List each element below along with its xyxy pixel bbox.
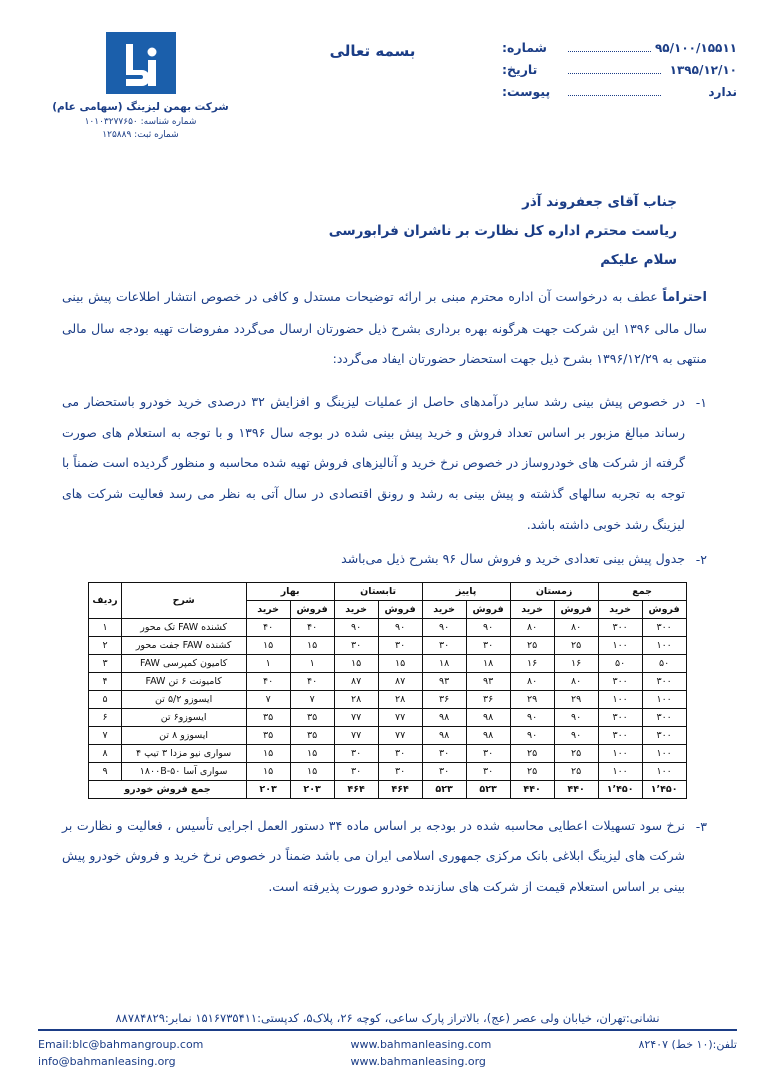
dotted-leader <box>568 86 661 96</box>
cell-value: ۹۳ <box>422 672 466 690</box>
company-name: شرکت بهمن لیزینگ (سهامی عام) <box>52 101 229 113</box>
row-index: ۴ <box>89 672 121 690</box>
cell-value: ۸۰ <box>510 672 554 690</box>
cell-value: ۱۵ <box>334 654 378 672</box>
column-header-description: شرح <box>121 582 246 618</box>
cell-value: ۲۹ <box>554 690 598 708</box>
table-row <box>89 762 686 780</box>
forecast-table <box>88 582 686 799</box>
cell-value: ۴۰ <box>246 618 290 636</box>
cell-value: ۳۰ <box>334 636 378 654</box>
cell-value: ۲۵ <box>554 744 598 762</box>
total-value: ۴۶۴ <box>378 780 422 798</box>
cell-value: ۸۰ <box>554 672 598 690</box>
numbered-items <box>38 387 737 576</box>
addressee-name: جناب آقای جعفروند آذر <box>522 194 677 210</box>
cell-value: ۳۰ <box>422 636 466 654</box>
footer-web-col <box>350 1036 491 1071</box>
cell-value: ۲۵ <box>510 744 554 762</box>
salutation: سلام علیکم <box>600 252 677 268</box>
reference-attachment-value: ندارد <box>708 85 737 99</box>
cell-value: ۹۰ <box>510 726 554 744</box>
subheader-purchase: خرید <box>510 600 554 618</box>
cell-value: ۱۵ <box>246 762 290 780</box>
cell-value: ۱۵ <box>290 744 334 762</box>
intro-paragraph-text: عطف به درخواست آن اداره محترم مبنی بر ارائه توضیحات مستدل و کافی در خصوص انتشار اطلاعات پیش بینی سال مالی ۱۳۹۶ این شرکت جهت هرگونه بهره برداری بشرح ذیل حضورتان ارسال می‌گردد مفروضات تهیه بودجه سال مالی منتهی به ۱۳۹۶/۱۲/۲۹ بشرح ذیل جهت استحضار حضورتان ایفاد می‌گردد: <box>62 289 707 367</box>
dotted-leader <box>568 64 661 74</box>
cell-value: ۱۰۰ <box>598 636 642 654</box>
total-value: ۴۴۰ <box>554 780 598 798</box>
cell-value: ۳۰ <box>334 762 378 780</box>
cell-value: ۳۵ <box>246 708 290 726</box>
cell-value: ۱۰۰ <box>642 744 686 762</box>
total-value: ۵۲۳ <box>422 780 466 798</box>
column-header-radif: ردیف <box>89 582 121 618</box>
footer-website-org[interactable]: www.bahmanleasing.org <box>350 1055 486 1069</box>
cell-value: ۱۰۰ <box>642 636 686 654</box>
cell-value: ۱۵ <box>290 762 334 780</box>
row-label: سواری آسا ۱۸۰۰B-۵۰ <box>121 762 246 780</box>
table-row <box>89 744 686 762</box>
besmeh-block <box>243 28 502 60</box>
subheader-sales: فروش <box>554 600 598 618</box>
cell-value: ۳۰ <box>334 744 378 762</box>
row-index: ۸ <box>89 744 121 762</box>
list-item <box>62 544 707 576</box>
table-header-groups <box>89 582 686 600</box>
total-value: ۱٬۴۵۰ <box>598 780 642 798</box>
footer-email-secondary[interactable]: info@bahmanleasing.org <box>38 1055 176 1069</box>
reference-row-number <box>502 40 737 55</box>
row-label: کامیونت ۶ تن FAW <box>121 672 246 690</box>
cell-value: ۹۰ <box>554 726 598 744</box>
row-label: کشنده FAW تک محور <box>121 618 246 636</box>
cell-value: ۳۰ <box>378 762 422 780</box>
cell-value: ۴۰ <box>290 672 334 690</box>
cell-value: ۲۵ <box>554 636 598 654</box>
cell-value: ۳۰ <box>378 636 422 654</box>
cell-value: ۹۰ <box>466 618 510 636</box>
cell-value: ۷۷ <box>378 726 422 744</box>
subheader-sales: فروش <box>642 600 686 618</box>
reference-date-label: تاریخ: <box>502 62 538 77</box>
lead-word: احتراماً <box>662 290 707 305</box>
cell-value: ۱۰۰ <box>598 690 642 708</box>
reference-attachment-label: پیوست: <box>502 84 551 99</box>
row-label: ایسوزو۶ تن <box>121 708 246 726</box>
cell-value: ۷ <box>246 690 290 708</box>
reference-number-label: شماره: <box>502 40 547 55</box>
row-index: ۹ <box>89 762 121 780</box>
list-item <box>62 811 707 903</box>
cell-value: ۴۰ <box>290 618 334 636</box>
cell-value: ۲۸ <box>378 690 422 708</box>
subheader-purchase: خرید <box>334 600 378 618</box>
total-value: ۵۲۳ <box>466 780 510 798</box>
cell-value: ۹۸ <box>466 708 510 726</box>
cell-value: ۲۸ <box>334 690 378 708</box>
cell-value: ۸۰ <box>510 618 554 636</box>
cell-value: ۱۰۰ <box>642 690 686 708</box>
row-index: ۱ <box>89 618 121 636</box>
company-identity-block <box>38 28 243 143</box>
reference-date-value: ۱۳۹۵/۱۲/۱۰ <box>669 63 737 77</box>
cell-value: ۴۰ <box>246 672 290 690</box>
cell-value: ۹۰ <box>334 618 378 636</box>
total-value: ۴۴۰ <box>510 780 554 798</box>
item-number: ۲- <box>695 552 707 568</box>
item-number: ۳- <box>695 818 707 834</box>
table-total-row <box>89 780 686 798</box>
row-index: ۷ <box>89 726 121 744</box>
footer-address: نشانی:تهران، خیابان ولی عصر (عج)، بالاتراز پارک ساعی، کوچه ۲۶، پلاک۵، کدپستی:۱۵۱۶۷۳۵۴۱۱ نمابر:۸۸۷۸۴۸۲۹ <box>38 1011 737 1031</box>
group-header-total: جمع <box>598 582 686 600</box>
subheader-sales: فروش <box>378 600 422 618</box>
footer-phone: تلفن:(۱۰ خط) ۸۲۴۰۷ <box>638 1037 737 1051</box>
cell-value: ۳۰۰ <box>598 708 642 726</box>
cell-value: ۳۰۰ <box>642 618 686 636</box>
dotted-leader <box>568 42 651 52</box>
cell-value: ۳۶ <box>466 690 510 708</box>
item-text: جدول پیش بینی تعدادی خرید و فروش سال ۹۶ بشرح ذیل می‌باشد <box>341 551 685 567</box>
footer-website-com[interactable]: www.bahmanleasing.com <box>350 1037 492 1051</box>
cell-value: ۱۸ <box>466 654 510 672</box>
cell-value: ۹۰ <box>422 618 466 636</box>
forecast-table-wrapper <box>38 582 737 799</box>
subheader-purchase: خرید <box>246 600 290 618</box>
cell-value: ۹۸ <box>422 708 466 726</box>
total-value: ۴۶۴ <box>334 780 378 798</box>
cell-value: ۳۵ <box>246 726 290 744</box>
cell-value: ۳۰۰ <box>642 726 686 744</box>
cell-value: ۲۵ <box>554 762 598 780</box>
subheader-purchase: خرید <box>422 600 466 618</box>
cell-value: ۳۰۰ <box>598 726 642 744</box>
footer-phone-col <box>638 1036 737 1054</box>
row-index: ۵ <box>89 690 121 708</box>
cell-value: ۹۳ <box>466 672 510 690</box>
cell-value: ۵۰ <box>642 654 686 672</box>
reference-number-value: ۹۵/۱۰۰/۱۵۵۱۱ <box>654 41 737 55</box>
cell-value: ۹۰ <box>510 708 554 726</box>
cell-value: ۱۵ <box>246 636 290 654</box>
table-row <box>89 672 686 690</box>
cell-value: ۳۰۰ <box>598 672 642 690</box>
reference-row-attachment <box>502 84 737 99</box>
cell-value: ۱۵ <box>290 636 334 654</box>
total-value: ۲۰۳ <box>290 780 334 798</box>
document-footer <box>0 1011 775 1071</box>
total-label: جمع فروش خودرو <box>89 780 246 798</box>
cell-value: ۱۰۰ <box>598 744 642 762</box>
total-value: ۲۰۳ <box>246 780 290 798</box>
cell-value: ۳۰ <box>466 762 510 780</box>
cell-value: ۱۵ <box>378 654 422 672</box>
cell-value: ۵۰ <box>598 654 642 672</box>
cell-value: ۹۸ <box>422 726 466 744</box>
cell-value: ۱۰۰ <box>598 762 642 780</box>
subheader-sales: فروش <box>290 600 334 618</box>
cell-value: ۳۰۰ <box>642 672 686 690</box>
cell-value: ۳۰۰ <box>598 618 642 636</box>
cell-value: ۳۰ <box>466 744 510 762</box>
subheader-purchase: خرید <box>598 600 642 618</box>
cell-value: ۳۰ <box>422 744 466 762</box>
subheader-sales: فروش <box>466 600 510 618</box>
item-text: نرخ سود تسهیلات اعطایی محاسبه شده در بودجه بر اساس ماده ۳۴ دستور العمل اجرایی تأسیس ، فعالیت و نظارت بر شرکت های لیزینگ ابلاغی بانک مرکزی جمهوری اسلامی ایران می باشد ضمناً در خصوص نرخ خرید و فروش خودرو پیش بینی بر اساس استعلام قیمت از شرکت های سازنده خودرو صورت پذیرفته است. <box>62 817 685 895</box>
cell-value: ۳۰ <box>466 636 510 654</box>
intro-paragraph <box>38 282 737 375</box>
cell-value: ۳۰۰ <box>642 708 686 726</box>
row-index: ۲ <box>89 636 121 654</box>
cell-value: ۱ <box>290 654 334 672</box>
group-header-summer: تابستان <box>334 582 422 600</box>
total-value: ۱٬۴۵۰ <box>642 780 686 798</box>
table-row <box>89 618 686 636</box>
cell-value: ۷۷ <box>334 708 378 726</box>
table-row <box>89 690 686 708</box>
row-label: ایسوزو ۵/۲ تن <box>121 690 246 708</box>
cell-value: ۹۰ <box>378 618 422 636</box>
footer-email-primary[interactable]: Email:blc@bahmangroup.com <box>38 1037 204 1051</box>
cell-value: ۹۰ <box>554 708 598 726</box>
reference-row-date <box>502 62 737 77</box>
company-register-number: شماره ثبت: ۱۲۵۸۸۹ <box>102 130 179 141</box>
bahman-logo-icon <box>106 32 176 94</box>
addressee-block <box>38 194 677 268</box>
cell-value: ۱۰۰ <box>642 762 686 780</box>
cell-value: ۳۰ <box>378 744 422 762</box>
cell-value: ۷۷ <box>378 708 422 726</box>
cell-value: ۳۵ <box>290 708 334 726</box>
table-row <box>89 726 686 744</box>
cell-value: ۹۸ <box>466 726 510 744</box>
cell-value: ۳۵ <box>290 726 334 744</box>
cell-value: ۱۶ <box>510 654 554 672</box>
cell-value: ۷۷ <box>334 726 378 744</box>
cell-value: ۳۶ <box>422 690 466 708</box>
cell-value: ۳۰ <box>422 762 466 780</box>
list-item <box>62 387 707 540</box>
footer-email-col <box>38 1036 203 1071</box>
row-label: سواری نیو مزدا ۳ تیپ ۴ <box>121 744 246 762</box>
cell-value: ۱۸ <box>422 654 466 672</box>
item-text: در خصوص پیش بینی رشد سایر درآمدهای حاصل از عملیات لیزینگ و افزایش ۳۲ درصدی خرید خودرو باستحضار می رساند مبالغ مزبور بر اساس تعداد فروش و خرید پیش بینی شده در بوجه سال ۱۳۹۶ و با توجه به استعلام های صورت گرفته از شرکت های خودروساز در خصوص نرخ خرید و آنالیزهای فروش تهیه شده محاسبه و منظور گردیده است ضمناً با توجه به تجربه سالهای گذشته و پیش بینی به رشد و رونق اقتصادی در سال آتی به نظر می رسد فعالیت شرکت های لیزینگ رشد خوبی داشته باشد. <box>62 394 685 532</box>
cell-value: ۸۷ <box>334 672 378 690</box>
cell-value: ۲۵ <box>510 762 554 780</box>
cell-value: ۷ <box>290 690 334 708</box>
table-row <box>89 654 686 672</box>
group-header-spring: بهار <box>246 582 334 600</box>
group-header-autumn: پاییز <box>422 582 510 600</box>
table-row <box>89 708 686 726</box>
company-national-id: شماره شناسه: ۱۰۱۰۳۲۷۷۶۵۰ <box>84 116 197 127</box>
reference-block <box>502 28 737 106</box>
addressee-title: ریاست محترم اداره کل نظارت بر ناشران فرابورسی <box>328 223 677 239</box>
table-row <box>89 636 686 654</box>
cell-value: ۲۹ <box>510 690 554 708</box>
item-number: ۱- <box>695 395 707 411</box>
document-header <box>38 28 737 178</box>
cell-value: ۱۵ <box>246 744 290 762</box>
row-label: ایسوزو ۸ تن <box>121 726 246 744</box>
row-label: کامیون کمپرسی FAW <box>121 654 246 672</box>
cell-value: ۸۰ <box>554 618 598 636</box>
row-label: کشنده FAW جفت محور <box>121 636 246 654</box>
cell-value: ۸۷ <box>378 672 422 690</box>
row-index: ۳ <box>89 654 121 672</box>
group-header-winter: زمستان <box>510 582 598 600</box>
numbered-items-tail <box>38 811 737 903</box>
cell-value: ۲۵ <box>510 636 554 654</box>
cell-value: ۱ <box>246 654 290 672</box>
cell-value: ۱۶ <box>554 654 598 672</box>
row-index: ۶ <box>89 708 121 726</box>
besmeh-text: بسمه تعالی <box>329 42 416 60</box>
